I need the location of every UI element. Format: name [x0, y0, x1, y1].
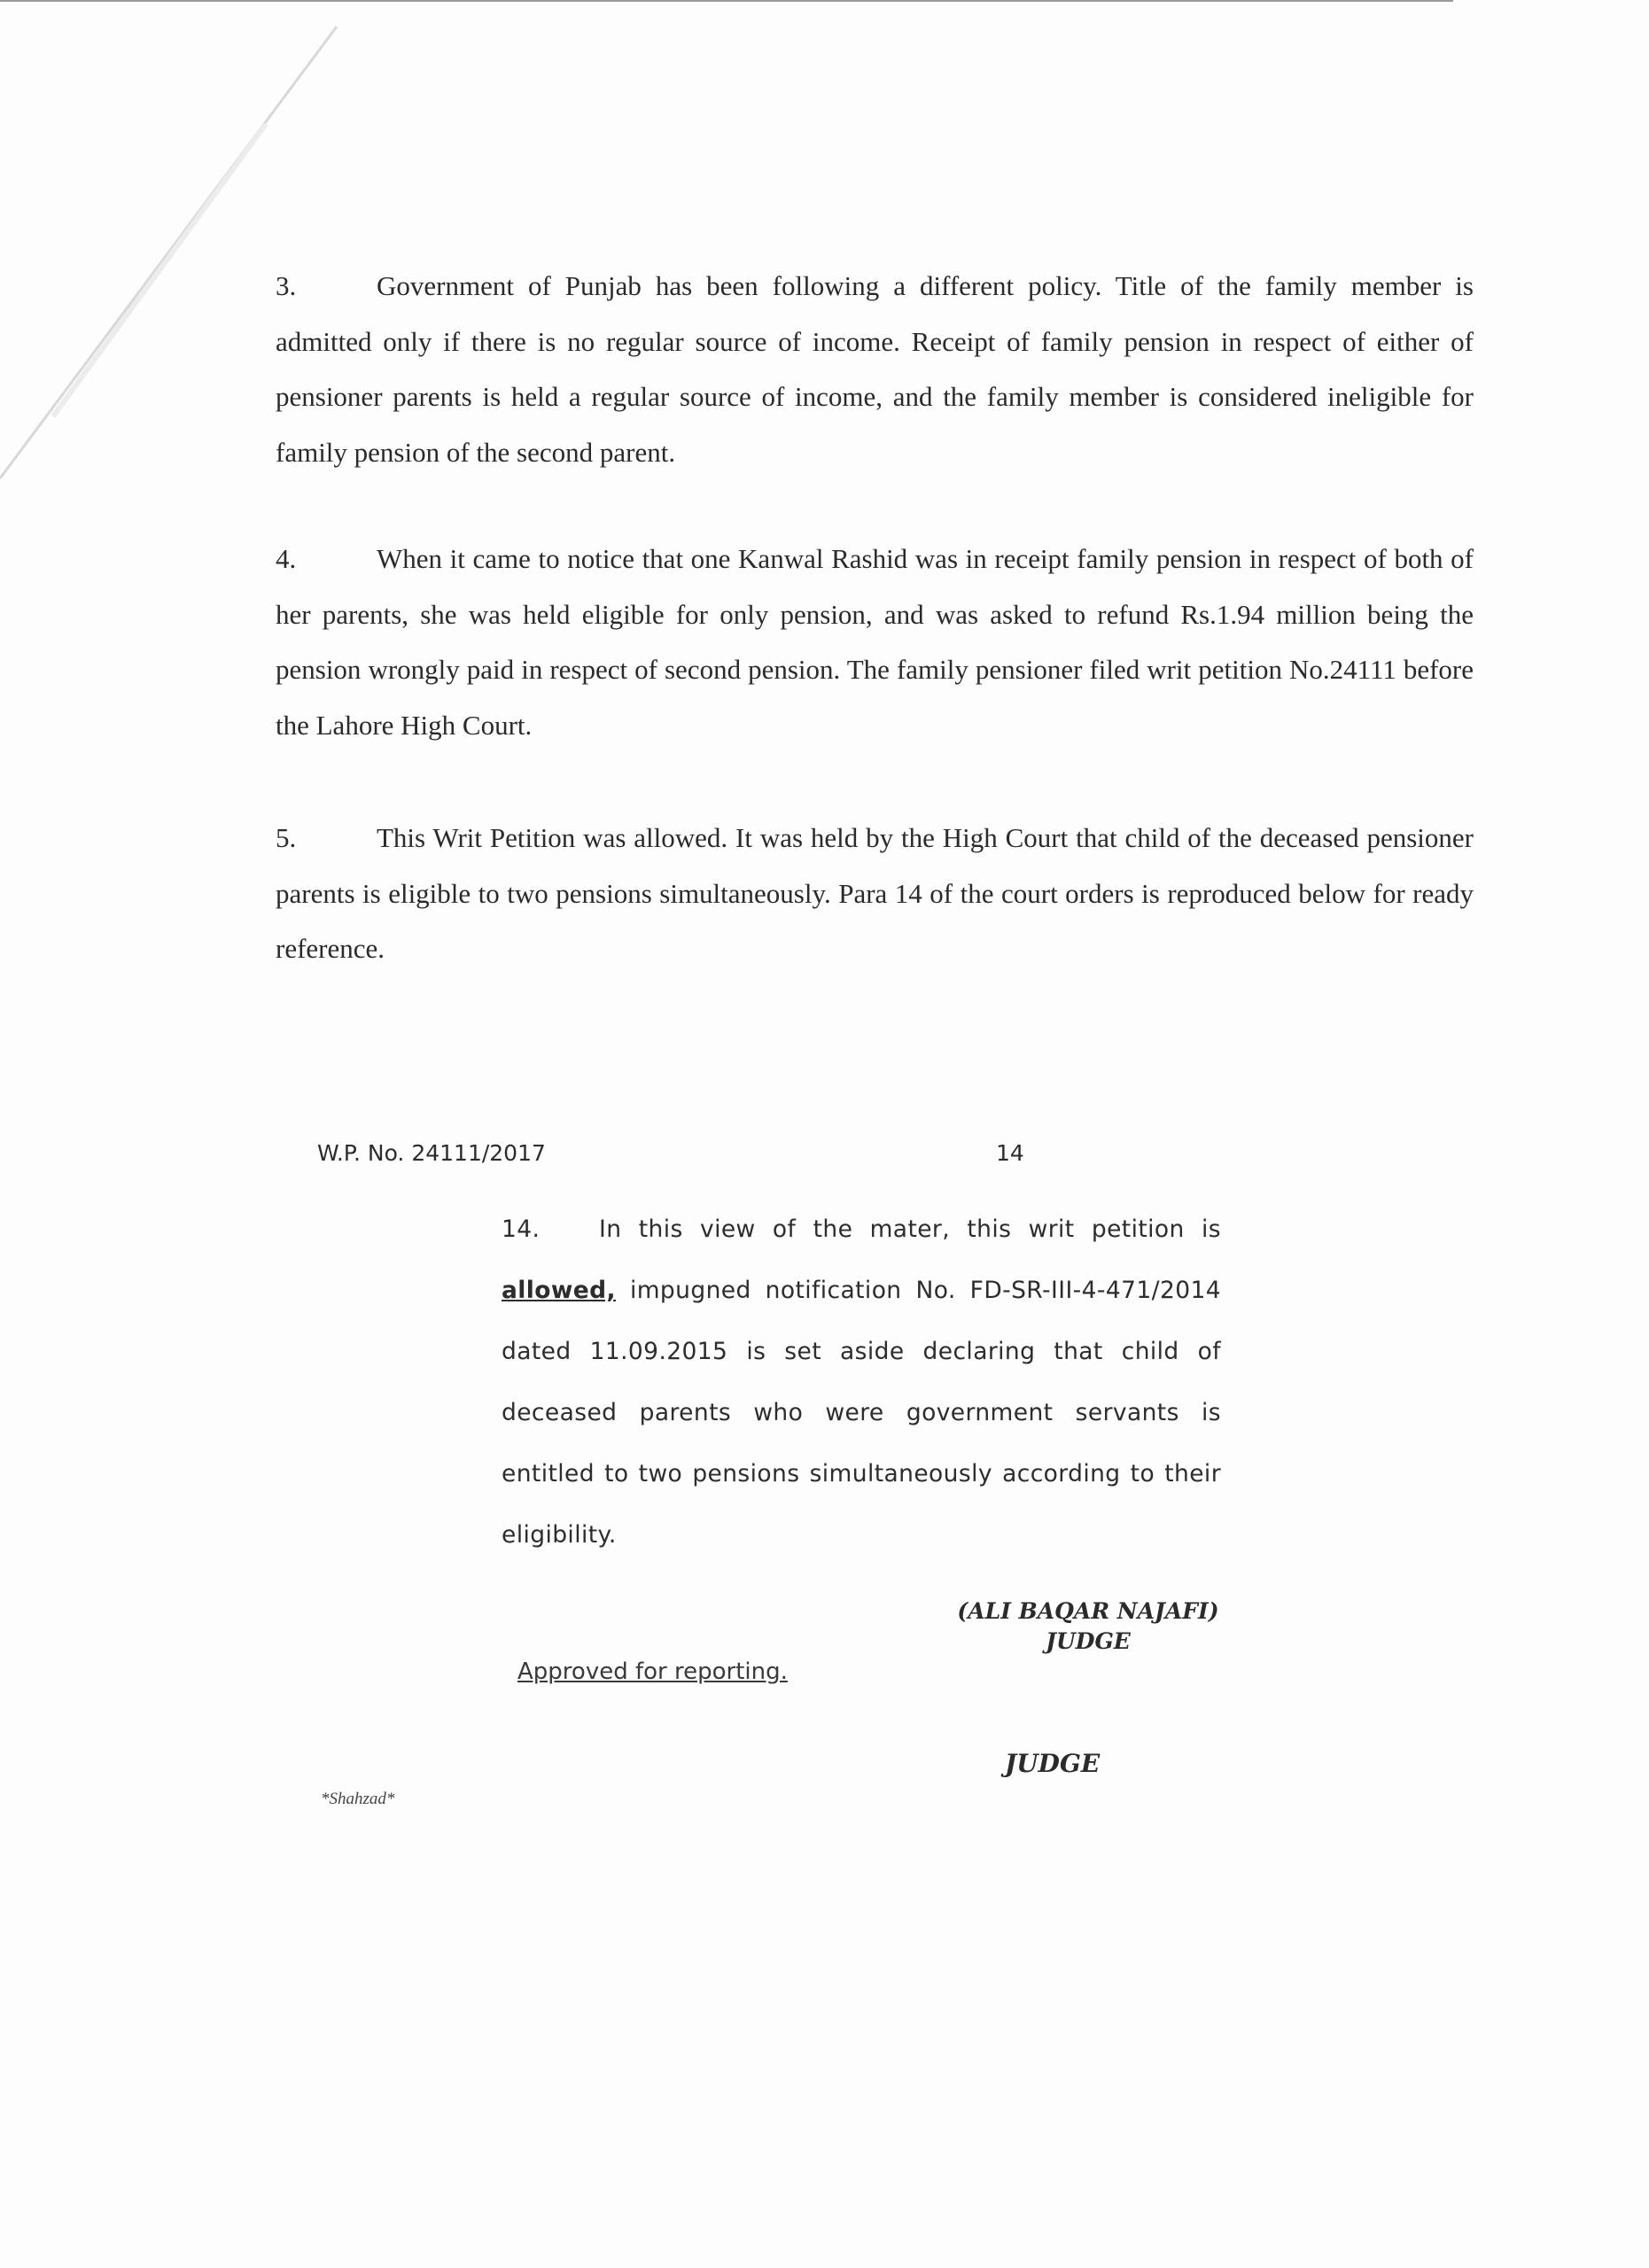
second-judge-title: JUDGE: [1005, 1749, 1101, 1778]
paragraph-text: Government of Punjab has been following a different policy. Title of the family member is admitted only if there is no regular source of income. Receipt of family pension in respect of either of pensioner parents is held a regular source of income, and the family member is considered ineligible for family pension of the second parent.: [276, 270, 1474, 468]
paragraph-5: [276, 811, 1474, 977]
excerpt-text-before: In this view of the mater, this writ petition is: [599, 1216, 1221, 1243]
paragraph-text: This Writ Petition was allowed. It was held by the High Court that child of the deceased pensioner parents is eligible to two pensions simultaneously. Para 14 of the court orders is reproduced below for ready reference.: [276, 822, 1474, 964]
page-number: 14: [996, 1140, 1024, 1166]
paragraph-text: When it came to notice that one Kanwal Rashid was in receipt family pension in respect of both of her parents, she was held eligible for only pension, and was asked to refund Rs.1.94 million being the pension wrongly paid in respect of second pension. The family pensioner filed writ petition No.24111 before the Lahore High Court.: [276, 543, 1474, 741]
paragraph-number: 5.: [276, 822, 297, 853]
signature-block: [937, 1596, 1239, 1657]
excerpt-para-number: 14.: [502, 1216, 541, 1243]
paragraph-number: 4.: [276, 543, 297, 574]
signatory-name: (ALI BAQAR NAJAFI): [957, 1598, 1219, 1624]
signatory-title: JUDGE: [1046, 1628, 1131, 1654]
court-order-excerpt: [502, 1199, 1221, 1565]
case-number: W.P. No. 24111/2017: [317, 1140, 546, 1166]
paragraph-4: [276, 532, 1474, 753]
approved-for-reporting: Approved for reporting.: [517, 1658, 788, 1685]
excerpt-text-after: impugned notification No. FD-SR-III-4-471/2014 dated 11.09.2015 is set aside declaring that child of deceased parents who were government servants is entitled to two pensions simultaneously according to their eligibility.: [502, 1277, 1221, 1549]
paragraph-3: [276, 259, 1474, 480]
paragraph-number: 3.: [276, 270, 297, 301]
allowed-word: allowed,: [502, 1277, 616, 1304]
typist-initials: *Shahzad*: [321, 1790, 395, 1808]
